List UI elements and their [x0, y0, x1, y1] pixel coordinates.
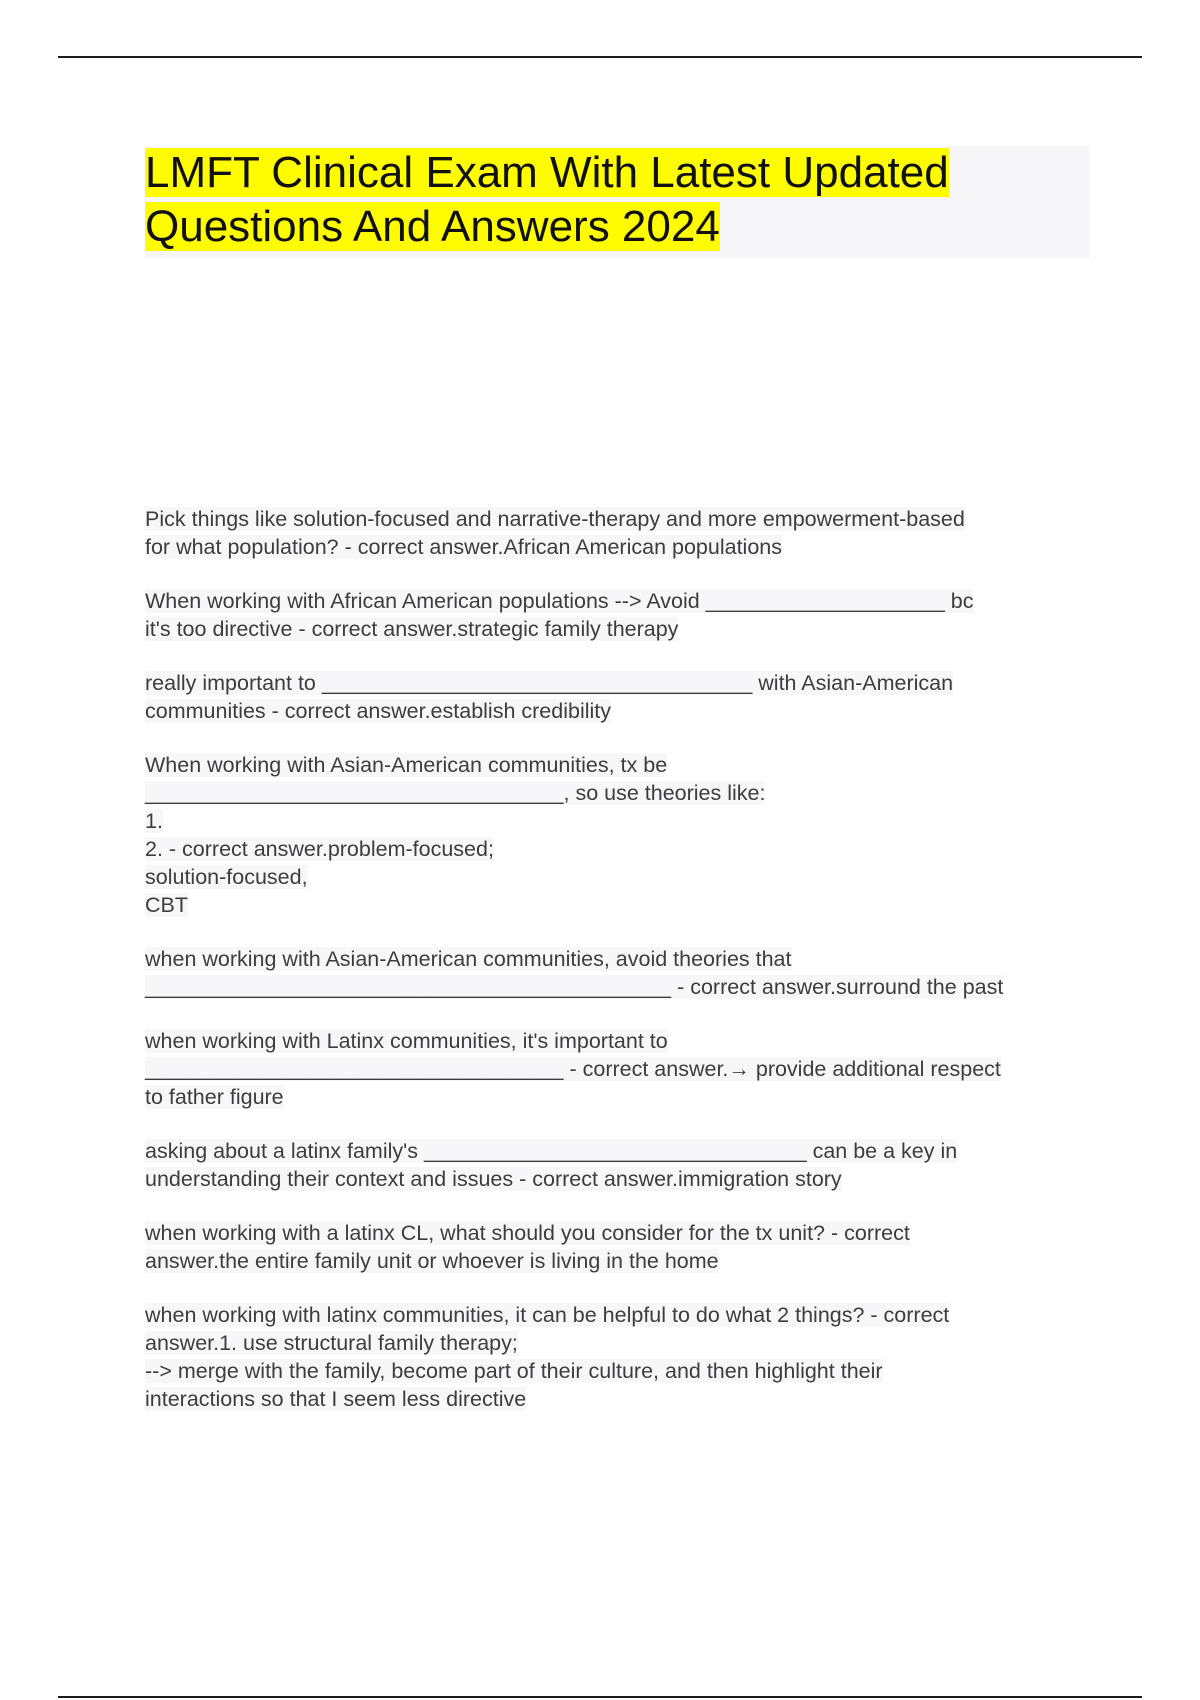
- qa-line: [145, 1027, 1090, 1055]
- qa-text: Pick things like solution-focused and narrative-therapy and more empowerment-based: [145, 507, 965, 531]
- qa-text: really important to ____________________________________ with Asian-American: [145, 671, 954, 695]
- qa-text: answer.the entire family unit or whoever is living in the home: [145, 1249, 719, 1273]
- qa-item: [145, 669, 1090, 725]
- qa-line: [145, 973, 1090, 1001]
- qa-text: understanding their context and issues - correct answer.immigration story: [145, 1167, 842, 1191]
- qa-item: [145, 1301, 1090, 1413]
- qa-line: [145, 891, 1090, 919]
- title-line-1: LMFT Clinical Exam With Latest Updated: [145, 148, 949, 197]
- qa-text: CBT: [145, 893, 188, 917]
- qa-text: ____________________________________________ - correct answer.surround the past: [145, 975, 1004, 999]
- qa-line: [145, 751, 1090, 779]
- title-line-2: Questions And Answers 2024: [145, 202, 720, 251]
- qa-item: [145, 587, 1090, 643]
- qa-text: it's too directive - correct answer.strategic family therapy: [145, 617, 679, 641]
- qa-item: [145, 505, 1090, 561]
- qa-line: [145, 1165, 1090, 1193]
- qa-line: [145, 1329, 1090, 1357]
- qa-line: [145, 1137, 1090, 1165]
- qa-text: asking about a latinx family's ________________________________ can be a key in: [145, 1139, 958, 1163]
- qa-line: [145, 1083, 1090, 1111]
- qa-item: [145, 1027, 1090, 1111]
- qa-text: solution-focused,: [145, 865, 308, 889]
- qa-line: [145, 615, 1090, 643]
- qa-item: [145, 1137, 1090, 1193]
- qa-text: when working with Latinx communities, it's important to: [145, 1029, 668, 1053]
- qa-list: [145, 505, 1090, 1439]
- qa-text: When working with Asian-American communities, tx be: [145, 753, 668, 777]
- qa-line: [145, 1219, 1090, 1247]
- qa-line: [145, 835, 1090, 863]
- qa-text: When working with African American populations --> Avoid ____________________ bc: [145, 589, 974, 613]
- qa-text: when working with Asian-American communities, avoid theories that: [145, 947, 792, 971]
- qa-line: [145, 945, 1090, 973]
- qa-line: [145, 1055, 1090, 1083]
- qa-text: --> merge with the family, become part of their culture, and then highlight their: [145, 1359, 883, 1383]
- qa-line: [145, 1357, 1090, 1385]
- qa-text: to father figure: [145, 1085, 284, 1109]
- qa-line: [145, 505, 1090, 533]
- qa-line: [145, 587, 1090, 615]
- bottom-rule: [58, 1696, 1142, 1698]
- qa-line: [145, 1301, 1090, 1329]
- qa-text: for what population? - correct answer.African American populations: [145, 535, 782, 559]
- qa-text: communities - correct answer.establish credibility: [145, 699, 611, 723]
- qa-line: [145, 1385, 1090, 1413]
- document-title: [145, 146, 1090, 254]
- qa-text: ___________________________________ - correct answer.→ provide additional respect: [145, 1057, 1001, 1081]
- qa-line: [145, 779, 1090, 807]
- qa-text: answer.1. use structural family therapy;: [145, 1331, 518, 1355]
- qa-line: [145, 807, 1090, 835]
- qa-item: [145, 1219, 1090, 1275]
- qa-text: 1.: [145, 809, 163, 833]
- qa-item: [145, 945, 1090, 1001]
- qa-line: [145, 863, 1090, 891]
- qa-line: [145, 1247, 1090, 1275]
- top-rule: [58, 56, 1142, 58]
- qa-text: when working with latinx communities, it can be helpful to do what 2 things? - correct: [145, 1303, 950, 1327]
- qa-line: [145, 697, 1090, 725]
- qa-line: [145, 669, 1090, 697]
- qa-item: [145, 751, 1090, 919]
- qa-line: [145, 533, 1090, 561]
- qa-text: interactions so that I seem less directive: [145, 1387, 527, 1411]
- qa-text: when working with a latinx CL, what should you consider for the tx unit? - correct: [145, 1221, 910, 1245]
- qa-text: 2. - correct answer.problem-focused;: [145, 837, 494, 861]
- qa-text: ___________________________________, so use theories like:: [145, 781, 766, 805]
